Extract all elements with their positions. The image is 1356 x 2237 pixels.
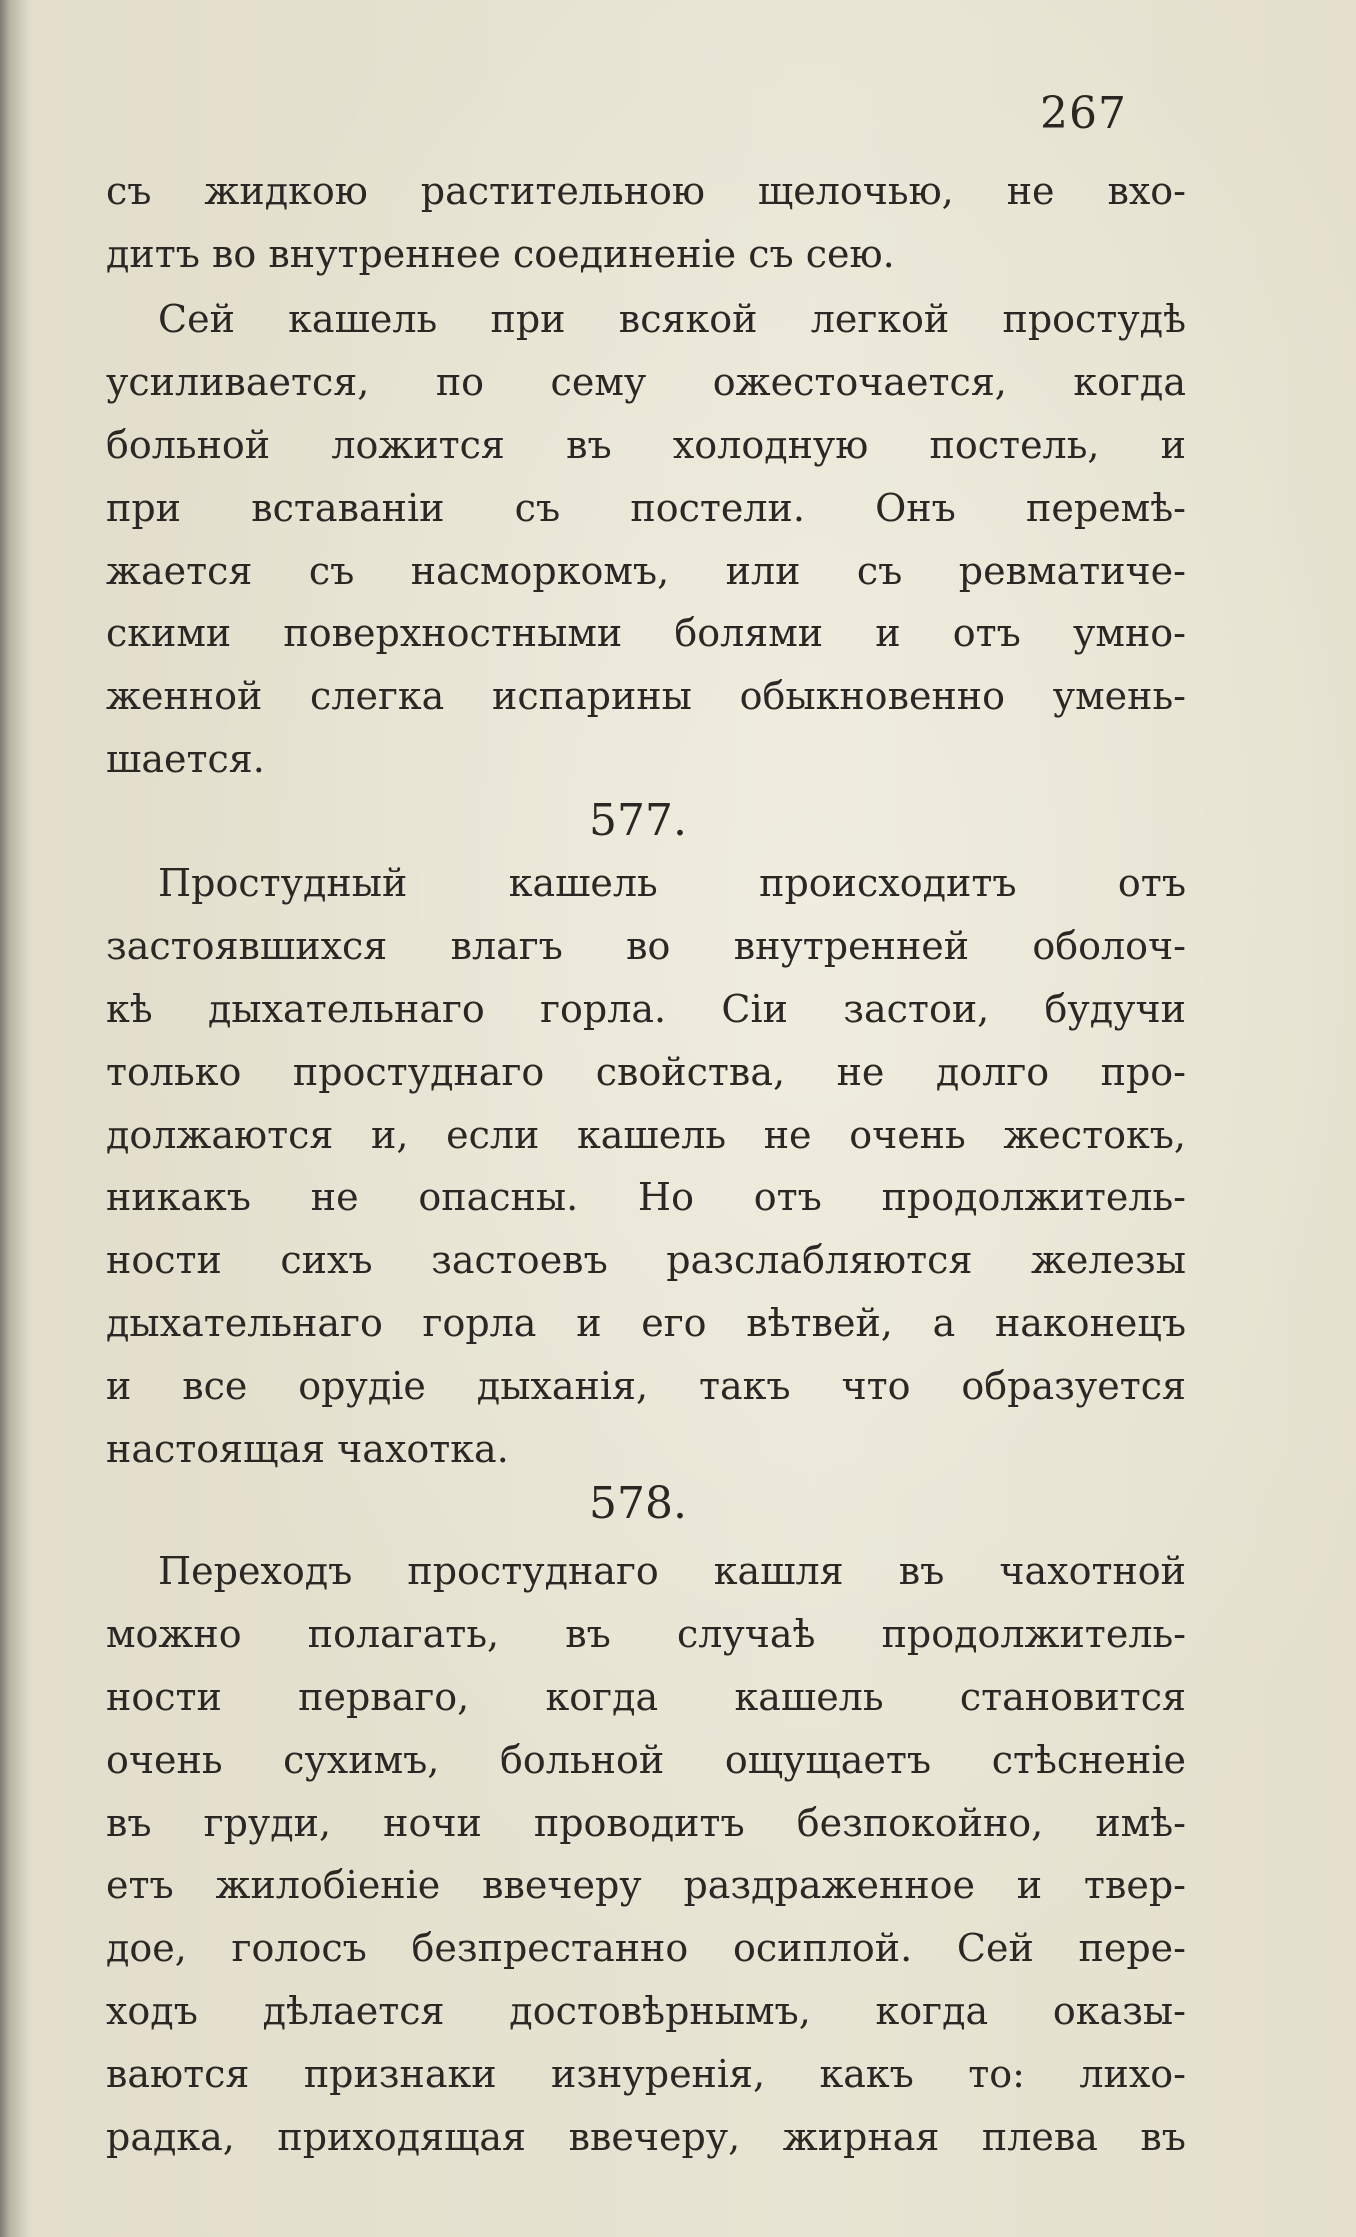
text-line: и все орудіе дыханія, такъ что образуется bbox=[106, 1364, 1186, 1409]
paragraph-section-578 bbox=[106, 1540, 1186, 2169]
text-line: шается. bbox=[106, 737, 265, 782]
page-number: 267 bbox=[1040, 88, 1127, 139]
text-line: Сей кашель при всякой легкой простудѣ bbox=[158, 297, 1186, 341]
text-line: дое, голосъ безпрестанно осиплой. Сей пере- bbox=[106, 1926, 1186, 1971]
text-line: ности сихъ застоевъ разслабляются железы bbox=[106, 1238, 1186, 1283]
text-line: только простуднаго свойства, не долго про- bbox=[106, 1049, 1186, 1094]
text-line: ности перваго, когда кашель становится bbox=[106, 1674, 1186, 1719]
section-number-578: 578. bbox=[589, 1478, 687, 1529]
text-line: больной ложится въ холодную постель, и bbox=[106, 422, 1186, 467]
text-line: жается съ насморкомъ, или съ ревматиче- bbox=[106, 548, 1186, 593]
text-line: радка, приходящая ввечеру, жирная плева въ bbox=[106, 2115, 1186, 2160]
text-line: дыхательнаго горла и его вѣтвей, а наконецъ bbox=[106, 1301, 1186, 1346]
paragraph-section-577 bbox=[106, 852, 1186, 1481]
text-line: ваются признаки изнуренія, какъ то: лихо- bbox=[106, 2052, 1186, 2097]
text-line: настоящая чахотка. bbox=[106, 1427, 509, 1472]
text-line: усиливается, по сему ожесточается, когда bbox=[106, 359, 1186, 404]
text-line: можно полагать, въ случаѣ продолжитель- bbox=[106, 1611, 1186, 1656]
text-line: застоявшихся влагъ во внутренней оболоч- bbox=[106, 923, 1186, 968]
text-line: Переходъ простуднаго кашля въ чахотной bbox=[158, 1549, 1186, 1593]
text-line: Простудный кашель происходитъ отъ bbox=[158, 861, 1186, 905]
text-line: при вставаніи съ постели. Онъ перемѣ- bbox=[106, 485, 1186, 530]
text-line: скими поверхностными болями и отъ умно- bbox=[106, 611, 1186, 656]
text-line: кѣ дыхательнаго горла. Сіи застои, будучи bbox=[106, 986, 1186, 1031]
text-line: женной слегка испарины обыкновенно умень- bbox=[106, 674, 1186, 719]
text-line: съ жидкою растительною щелочью, не вхо- bbox=[106, 169, 1186, 213]
text-line: въ груди, ночи проводитъ безпокойно, имѣ- bbox=[106, 1800, 1186, 1845]
text-line: очень сухимъ, больной ощущаетъ стѣсненіе bbox=[106, 1737, 1186, 1782]
section-number-577: 577. bbox=[589, 795, 687, 846]
paragraph-continuation bbox=[106, 160, 1186, 286]
text-line: етъ жилобіеніе ввечеру раздраженное и твер- bbox=[106, 1863, 1186, 1908]
text-line: должаются и, если кашель не очень жестокъ, bbox=[106, 1112, 1186, 1157]
text-line: дитъ во внутреннее соединеніе съ сею. bbox=[106, 231, 895, 276]
text-line: ходъ дѣлается достовѣрнымъ, когда оказы- bbox=[106, 1989, 1186, 2034]
paragraph-cough-description bbox=[106, 288, 1186, 791]
text-line: никакъ не опасны. Но отъ продолжитель- bbox=[106, 1175, 1186, 1220]
